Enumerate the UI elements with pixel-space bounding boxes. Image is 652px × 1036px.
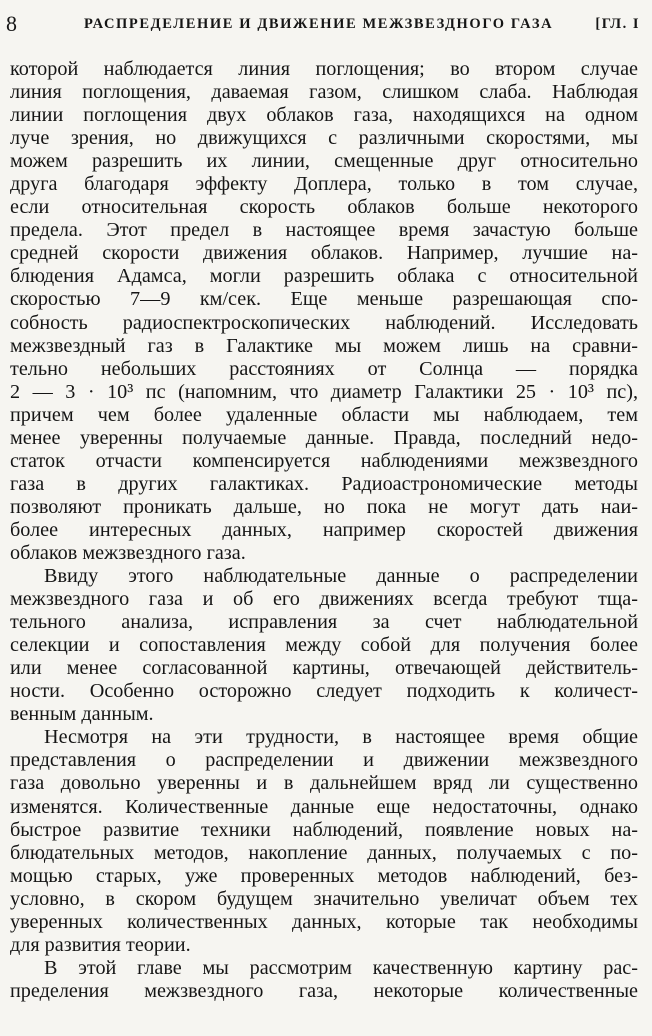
text-line: газа довольно уверенны и в дальнейшем вряд ли существенно xyxy=(10,772,638,795)
text-line: Ввиду этого наблюдательные данные о распределении xyxy=(44,565,638,588)
text-line: Несмотря на эти трудности, в настоящее время общие xyxy=(44,726,638,749)
text-line: мощью старых, уже проверенных методов наблюдений, без- xyxy=(10,864,638,887)
text-line: блюдения Адамса, могли разрешить облака с относительной xyxy=(10,265,638,288)
text-line: линия поглощения, даваемая газом, слишком слаба. Наблюдая xyxy=(10,81,638,104)
text-line: газа в других галактиках. Радиоастрономические методы xyxy=(10,472,638,495)
text-line: предела. Этот предел в настоящее время зачастую больше xyxy=(10,219,638,242)
text-line: изменятся. Количественные данные еще недостаточны, однако xyxy=(10,795,638,818)
text-line: ности. Особенно осторожно следует подходить к количест- xyxy=(10,680,638,703)
text-line: облаков межзвездного газа. xyxy=(10,541,246,564)
text-line: тельного анализа, исправления за счет наблюдательной xyxy=(10,611,638,634)
chapter-reference: [ГЛ. I xyxy=(595,16,640,32)
text-line: причем чем более удаленные области мы наблюдаем, тем xyxy=(10,403,638,426)
text-line: можем разрешить их линии, смещенные друг относительно xyxy=(10,150,638,173)
text-line: друга благодаря эффекту Доплера, только в том случае, xyxy=(10,173,638,196)
text-line: блюдательных методов, накопление данных, получаемых с по- xyxy=(10,841,638,864)
text-line: собность радиоспектроскопических наблюдений. Исследовать xyxy=(10,311,638,334)
text-line: селекции и сопоставления между собой для получения более xyxy=(10,634,638,657)
text-line: межзвездного газа и об его движениях всегда требуют тща- xyxy=(10,588,638,611)
text-line: межзвездный газ в Галактике мы можем лишь на сравни- xyxy=(10,334,638,357)
text-line: 2 — 3 · 10³ пс (напомним, что диаметр Галактики 25 · 10³ пс), xyxy=(10,380,638,403)
running-head xyxy=(6,8,640,40)
text-line: средней скорости движения облаков. Например, лучшие на- xyxy=(10,242,638,265)
text-line: линии поглощения двух облаков газа, находящихся на одном xyxy=(10,104,638,127)
body-text xyxy=(10,58,638,1003)
page-number: 8 xyxy=(6,11,17,36)
text-line: или менее согласованной картины, отвечающей действитель- xyxy=(10,657,638,680)
text-line: статок отчасти компенсируется наблюдениями межзвездного xyxy=(10,449,638,472)
text-line: быстрое развитие техники наблюдений, появление новых на- xyxy=(10,818,638,841)
text-line: пределения межзвездного газа, некоторые количественные xyxy=(10,979,638,1002)
text-line: позволяют проникать дальше, но пока не могут дать наи- xyxy=(10,495,638,518)
text-line: если относительная скорость облаков больше некоторого xyxy=(10,196,638,219)
text-line: для развития теории. xyxy=(10,933,191,956)
text-line: более интересных данных, например скоростей движения xyxy=(10,518,638,541)
text-line: венным данным. xyxy=(10,703,154,726)
text-line: луче зрения, но движущихся с различными скоростями, мы xyxy=(10,127,638,150)
text-line: В этой главе мы рассмотрим качественную картину рас- xyxy=(44,956,638,979)
text-line: которой наблюдается линия поглощения; во втором случае xyxy=(10,58,638,80)
running-title: РАСПРЕДЕЛЕНИЕ И ДВИЖЕНИЕ МЕЖЗВЕЗДНОГО ГАЗА xyxy=(84,16,554,32)
text-line: тельно небольших расстояниях от Солнца — порядка xyxy=(10,357,638,380)
text-line: уверенных количественных данных, которые так необходимы xyxy=(10,910,638,933)
text-line: представления о распределении и движении межзвездного xyxy=(10,749,638,772)
text-line: условно, в скором будущем значительно увеличат объем тех xyxy=(10,887,638,910)
text-line: скоростью 7—9 км/сек. Еще меньше разрешающая спо- xyxy=(10,288,638,311)
text-line: менее уверенны получаемые данные. Правда, последний недо- xyxy=(10,426,638,449)
